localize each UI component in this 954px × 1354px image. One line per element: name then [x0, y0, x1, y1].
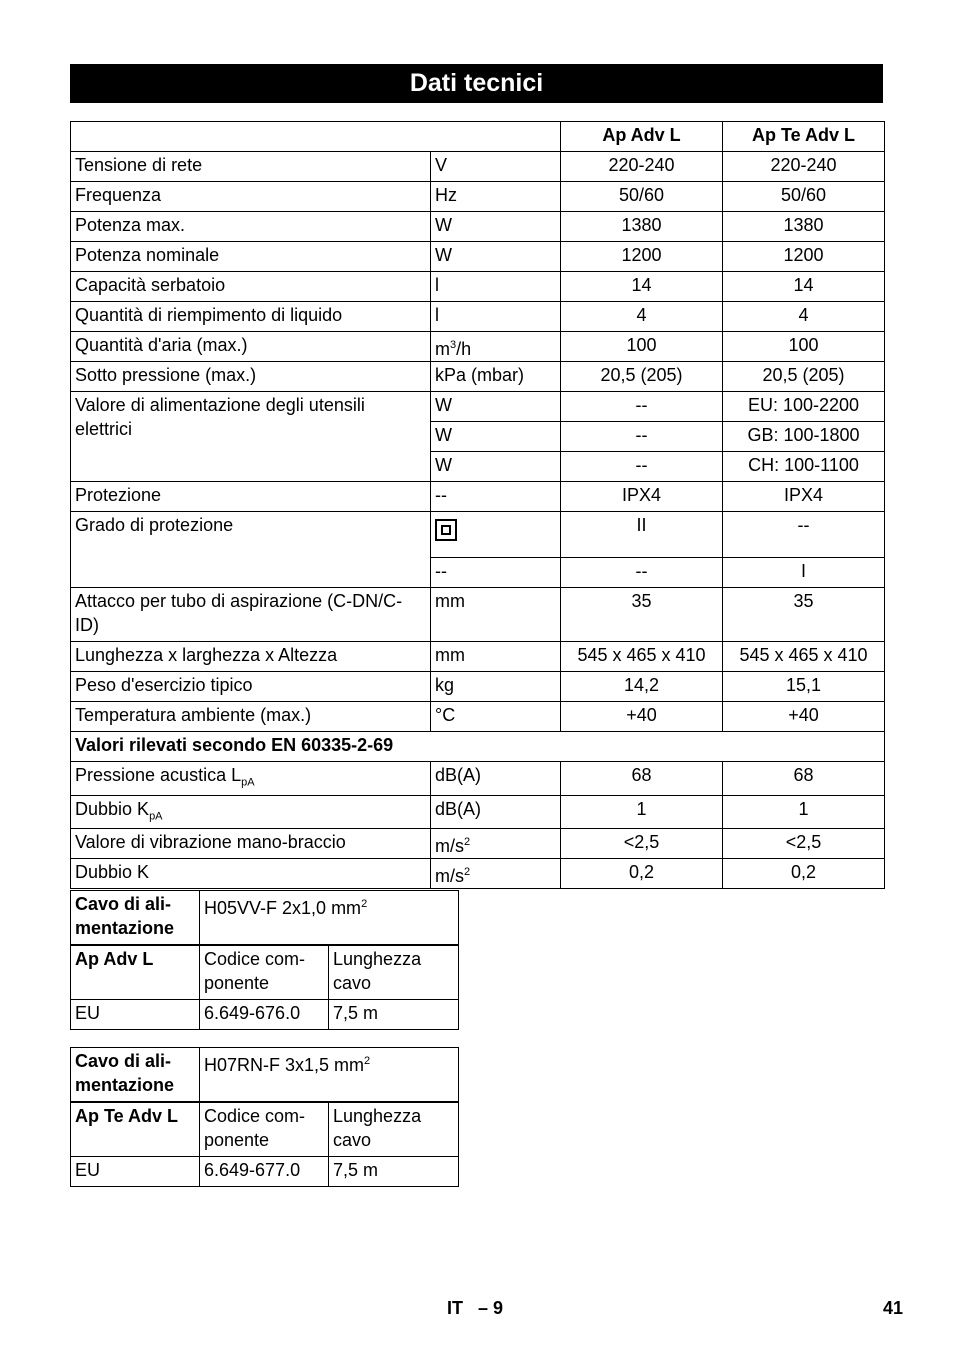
label-cell: Protezione: [71, 482, 431, 512]
unit-cell: °C: [431, 702, 561, 732]
table-row: [71, 332, 885, 362]
table-row: [71, 795, 885, 829]
value-ap-te-adv-l: CH: 100-1100: [723, 452, 885, 482]
protection-class-ii-icon: [435, 519, 457, 541]
table-row: [71, 212, 885, 242]
value-ap-te-adv-l: 0,2: [723, 859, 885, 889]
table-row: [71, 672, 885, 702]
table-row: [71, 588, 885, 642]
value-ap-adv-l: 14,2: [561, 672, 723, 702]
unit-cell: dB(A): [431, 762, 561, 796]
value-ap-te-adv-l: 1200: [723, 242, 885, 272]
label-cell: Attacco per tubo di aspirazione (C-DN/C-ID): [71, 588, 431, 642]
label-cell: Dubbio K: [71, 859, 431, 889]
value-ap-te-adv-l: --: [723, 512, 885, 558]
unit-cell: [431, 512, 561, 558]
value-ap-adv-l: --: [561, 558, 723, 588]
unit-cell: --: [431, 482, 561, 512]
label-cell: Pressione acustica $L_{pA}$: [71, 762, 431, 796]
cable-type: H07RN-F 3x1,5 $mm^2$: [200, 1048, 459, 1103]
value-ap-adv-l: +40: [561, 702, 723, 732]
value-ap-te-adv-l: 68: [723, 762, 885, 796]
table-header: [71, 122, 885, 152]
header-ap-te-adv-l: Ap Te Adv L: [723, 122, 885, 152]
label-cell: Lunghezza x larghezza x Altezza: [71, 642, 431, 672]
table-row: [71, 829, 885, 859]
label-cell: Frequenza: [71, 182, 431, 212]
table-row: [71, 152, 885, 182]
cable-col-code: Codice com-ponente: [200, 945, 329, 1000]
value-ap-te-adv-l: 50/60: [723, 182, 885, 212]
value-ap-te-adv-l: 100: [723, 332, 885, 362]
label-cell: Quantità d'aria (max.): [71, 332, 431, 362]
table-row: [71, 512, 885, 558]
unit-cell: dB(A): [431, 795, 561, 829]
table-row: [71, 482, 885, 512]
value-ap-adv-l: 100: [561, 332, 723, 362]
technical-data-table: [70, 121, 885, 889]
cable-type: H05VV-F 2x1,0 $mm^2$: [200, 891, 459, 946]
cable-code: 6.649-676.0: [200, 1000, 329, 1030]
cable-region: EU: [71, 1157, 200, 1187]
value-ap-adv-l: 14: [561, 272, 723, 302]
unit-cell: mm: [431, 588, 561, 642]
label-cell: Grado di protezione: [71, 512, 431, 588]
value-ap-te-adv-l: I: [723, 558, 885, 588]
value-ap-adv-l: 4: [561, 302, 723, 332]
cable-col-length: Lunghezza cavo: [329, 945, 459, 1000]
value-ap-te-adv-l: 1380: [723, 212, 885, 242]
value-ap-adv-l: <2,5: [561, 829, 723, 859]
table-row: [71, 762, 885, 796]
unit-cell: Hz: [431, 182, 561, 212]
value-ap-adv-l: --: [561, 452, 723, 482]
value-ap-te-adv-l: 35: [723, 588, 885, 642]
cable-col-length: Lunghezza cavo: [329, 1102, 459, 1157]
value-ap-te-adv-l: 545 x 465 x 410: [723, 642, 885, 672]
value-ap-adv-l: 1: [561, 795, 723, 829]
unit-cell: W: [431, 242, 561, 272]
table-row: [71, 362, 885, 392]
unit-cell: W: [431, 212, 561, 242]
unit-cell: kg: [431, 672, 561, 702]
cable-code: 6.649-677.0: [200, 1157, 329, 1187]
footer-language-page: IT – 9: [447, 1298, 504, 1318]
table-row: [71, 272, 885, 302]
value-ap-adv-l: 220-240: [561, 152, 723, 182]
label-cell: Potenza max.: [71, 212, 431, 242]
unit-cell: kPa (mbar): [431, 362, 561, 392]
unit-cell: $m/s^2$: [431, 829, 561, 859]
value-ap-te-adv-l: 220-240: [723, 152, 885, 182]
section-title: Valori rilevati secondo EN 60335-2-69: [71, 732, 885, 762]
value-ap-adv-l: 20,5 (205): [561, 362, 723, 392]
unit-cell: mm: [431, 642, 561, 672]
value-ap-adv-l: 50/60: [561, 182, 723, 212]
table-row: [71, 392, 885, 422]
unit-cell: $m^3/h$: [431, 332, 561, 362]
value-ap-adv-l: 1200: [561, 242, 723, 272]
unit-cell: $m/s^2$: [431, 859, 561, 889]
cable-table-ap-te-adv-l: [70, 1047, 459, 1187]
value-ap-te-adv-l: GB: 100-1800: [723, 422, 885, 452]
label-cell: Quantità di riempimento di liquido: [71, 302, 431, 332]
label-cell: Sotto pressione (max.): [71, 362, 431, 392]
table-row: [71, 702, 885, 732]
label-cell: Valore di alimentazione degli utensili elettrici: [71, 392, 431, 482]
table-row: [71, 642, 885, 672]
page-title: Dati tecnici: [70, 64, 883, 103]
table-row: [71, 242, 885, 272]
value-ap-adv-l: 1380: [561, 212, 723, 242]
unit-cell: l: [431, 272, 561, 302]
label-cell: Dubbio $K_{pA}$: [71, 795, 431, 829]
cable-table-ap-adv-l: [70, 890, 459, 1030]
value-ap-te-adv-l: 14: [723, 272, 885, 302]
page-number: 41: [883, 1298, 904, 1318]
label-cell: Valore di vibrazione mano-braccio: [71, 829, 431, 859]
value-ap-te-adv-l: +40: [723, 702, 885, 732]
value-ap-te-adv-l: IPX4: [723, 482, 885, 512]
unit-cell: V: [431, 152, 561, 182]
label-cell: Capacità serbatoio: [71, 272, 431, 302]
value-ap-te-adv-l: 15,1: [723, 672, 885, 702]
table-row: [71, 302, 885, 332]
section-header: [71, 732, 885, 762]
value-ap-adv-l: --: [561, 422, 723, 452]
cable-model: Ap Adv L: [71, 945, 200, 1000]
value-ap-adv-l: IPX4: [561, 482, 723, 512]
table-row: [71, 859, 885, 889]
value-ap-te-adv-l: 20,5 (205): [723, 362, 885, 392]
value-ap-adv-l: 68: [561, 762, 723, 796]
value-ap-te-adv-l: <2,5: [723, 829, 885, 859]
label-cell: Temperatura ambiente (max.): [71, 702, 431, 732]
unit-cell: W: [431, 422, 561, 452]
cable-length: 7,5 m: [329, 1000, 459, 1030]
unit-cell: l: [431, 302, 561, 332]
value-ap-adv-l: 545 x 465 x 410: [561, 642, 723, 672]
cable-col-code: Codice com-ponente: [200, 1102, 329, 1157]
cable-header: Cavo di ali-mentazione: [71, 891, 200, 946]
value-ap-adv-l: II: [561, 512, 723, 558]
value-ap-te-adv-l: EU: 100-2200: [723, 392, 885, 422]
cable-model: Ap Te Adv L: [71, 1102, 200, 1157]
value-ap-te-adv-l: 1: [723, 795, 885, 829]
table-row: [71, 182, 885, 212]
value-ap-adv-l: --: [561, 392, 723, 422]
unit-cell: W: [431, 392, 561, 422]
cable-length: 7,5 m: [329, 1157, 459, 1187]
value-ap-adv-l: 0,2: [561, 859, 723, 889]
label-cell: Tensione di rete: [71, 152, 431, 182]
cable-region: EU: [71, 1000, 200, 1030]
label-cell: Peso d'esercizio tipico: [71, 672, 431, 702]
header-ap-adv-l: Ap Adv L: [561, 122, 723, 152]
header-blank: [71, 122, 561, 152]
cable-header: Cavo di ali-mentazione: [71, 1048, 200, 1103]
label-cell: Potenza nominale: [71, 242, 431, 272]
value-ap-te-adv-l: 4: [723, 302, 885, 332]
value-ap-adv-l: 35: [561, 588, 723, 642]
unit-cell: --: [431, 558, 561, 588]
unit-cell: W: [431, 452, 561, 482]
